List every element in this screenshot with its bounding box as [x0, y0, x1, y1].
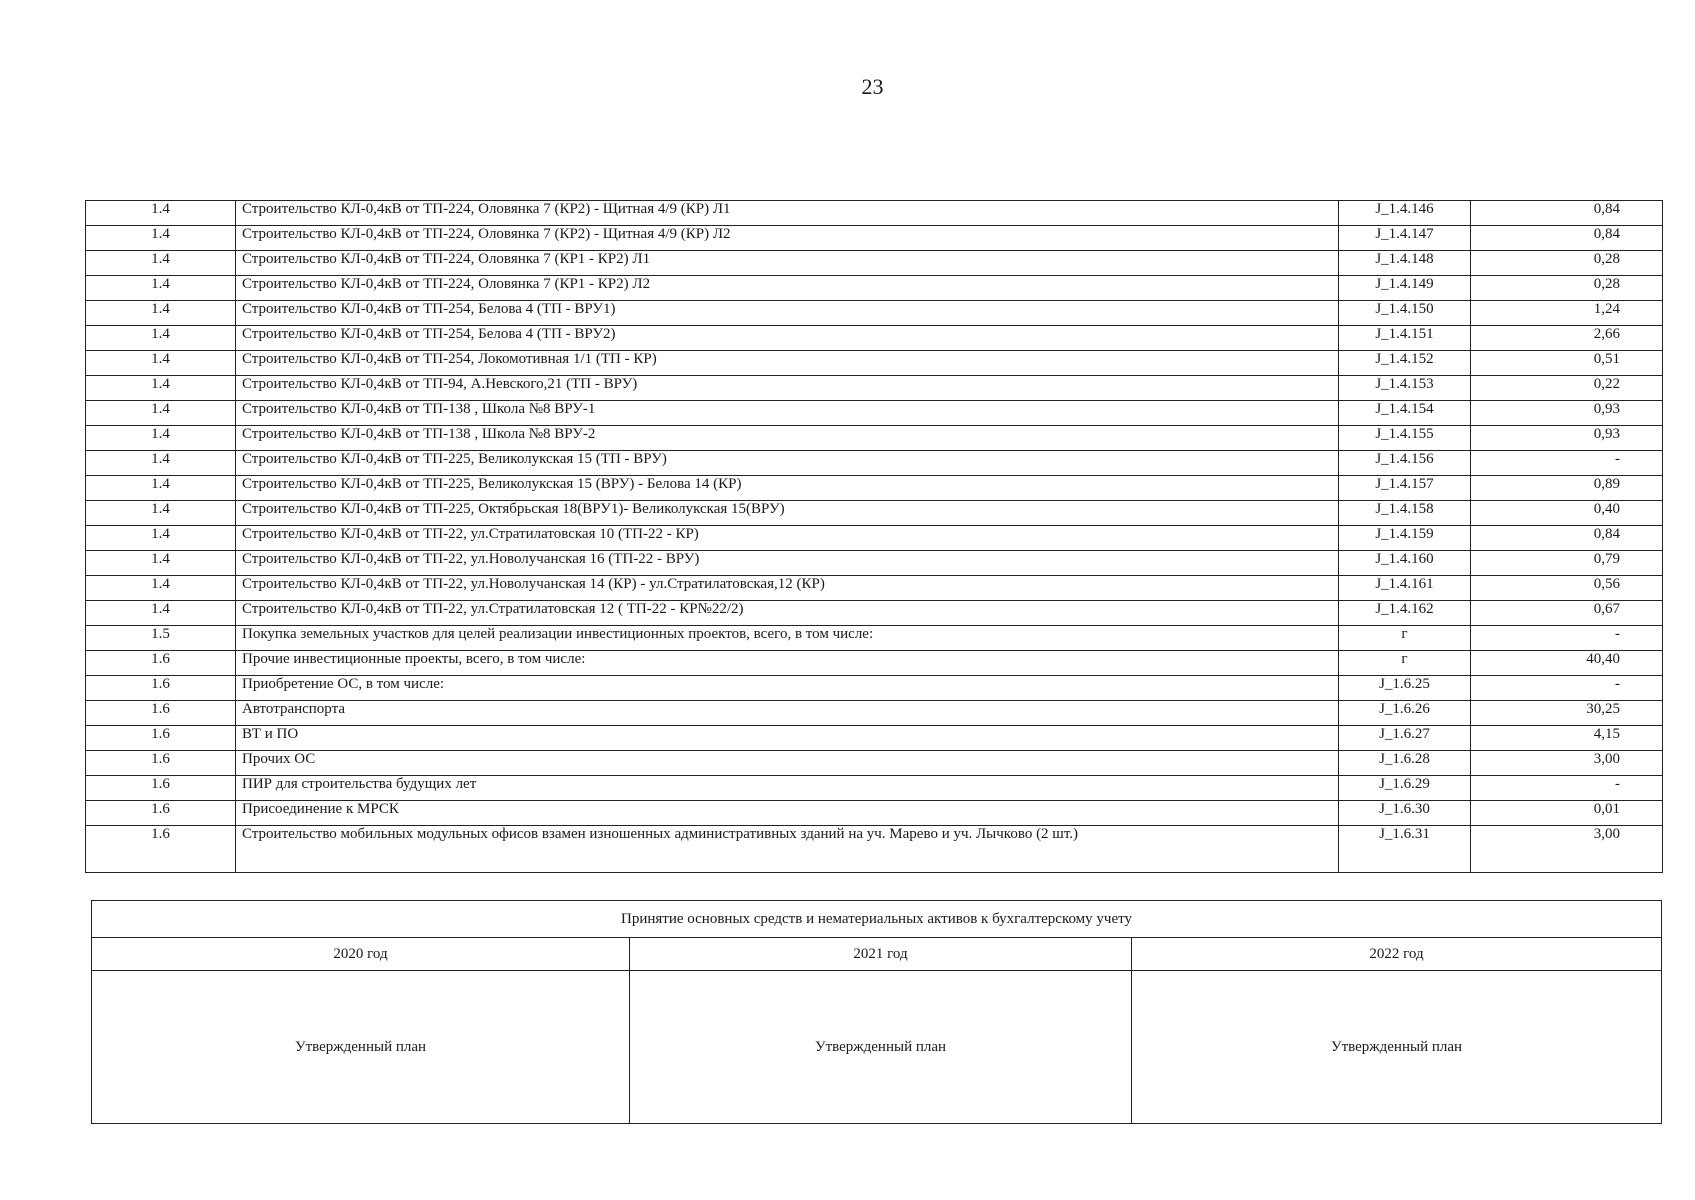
value-cell: 3,00 [1471, 751, 1663, 776]
section-cell: 1.4 [86, 201, 236, 226]
investment-projects-body [86, 201, 1663, 873]
value-cell: 0,84 [1471, 226, 1663, 251]
table-row [86, 651, 1663, 676]
name-cell: Строительство КЛ-0,4кВ от ТП-225, Великолукская 15 (ВРУ) - Белова 14 (КР) [236, 476, 1339, 501]
value-cell: 2,66 [1471, 326, 1663, 351]
name-cell: Строительство КЛ-0,4кВ от ТП-22, ул.Стратилатовская 10 (ТП-22 - КР) [236, 526, 1339, 551]
summary-title-row [92, 901, 1662, 938]
section-cell: 1.4 [86, 376, 236, 401]
table-row [86, 751, 1663, 776]
summary-plans-row [92, 971, 1662, 1124]
section-cell: 1.6 [86, 701, 236, 726]
value-cell: 40,40 [1471, 651, 1663, 676]
name-cell: ПИР для строительства будущих лет [236, 776, 1339, 801]
plan-2020: Утвержденный план [92, 971, 630, 1124]
table-row [86, 826, 1663, 873]
section-cell: 1.4 [86, 501, 236, 526]
table-row [86, 776, 1663, 801]
value-cell: 3,00 [1471, 826, 1663, 873]
value-cell: 0,89 [1471, 476, 1663, 501]
value-cell: 0,22 [1471, 376, 1663, 401]
value-cell: 0,93 [1471, 426, 1663, 451]
year-2022: 2022 год [1132, 938, 1662, 971]
investment-projects-table [85, 200, 1663, 873]
name-cell: Строительство КЛ-0,4кВ от ТП-254, Белова 4 (ТП - ВРУ1) [236, 301, 1339, 326]
value-cell: - [1471, 451, 1663, 476]
summary-title: Принятие основных средств и нематериальных активов к бухгалтерскому учету [92, 901, 1662, 938]
code-cell: J_1.4.150 [1339, 301, 1471, 326]
plan-2022: Утвержденный план [1132, 971, 1662, 1124]
code-cell: г [1339, 626, 1471, 651]
value-cell: - [1471, 626, 1663, 651]
section-cell: 1.6 [86, 676, 236, 701]
summary-years-row [92, 938, 1662, 971]
value-cell: 0,28 [1471, 276, 1663, 301]
code-cell: J_1.4.153 [1339, 376, 1471, 401]
code-cell: J_1.4.157 [1339, 476, 1471, 501]
name-cell: Строительство КЛ-0,4кВ от ТП-254, Белова 4 (ТП - ВРУ2) [236, 326, 1339, 351]
value-cell: 0,79 [1471, 551, 1663, 576]
table-row [86, 726, 1663, 751]
table-row [86, 276, 1663, 301]
code-cell: J_1.4.159 [1339, 526, 1471, 551]
code-cell: J_1.6.30 [1339, 801, 1471, 826]
table-row [86, 351, 1663, 376]
name-cell: Прочих ОС [236, 751, 1339, 776]
section-cell: 1.4 [86, 351, 236, 376]
table-row [86, 476, 1663, 501]
code-cell: J_1.6.27 [1339, 726, 1471, 751]
table-row [86, 701, 1663, 726]
section-cell: 1.4 [86, 276, 236, 301]
table-row [86, 501, 1663, 526]
name-cell: Строительство КЛ-0,4кВ от ТП-225, Великолукская 15 (ТП - ВРУ) [236, 451, 1339, 476]
name-cell: Строительство мобильных модульных офисов взамен изношенных административных зданий на уч. Марево и уч. Лычково (2 шт.) [236, 826, 1339, 873]
value-cell: 0,51 [1471, 351, 1663, 376]
name-cell: Автотранспорта [236, 701, 1339, 726]
section-cell: 1.6 [86, 826, 236, 873]
section-cell: 1.4 [86, 301, 236, 326]
code-cell: J_1.6.25 [1339, 676, 1471, 701]
name-cell: Строительство КЛ-0,4кВ от ТП-94, А.Невского,21 (ТП - ВРУ) [236, 376, 1339, 401]
code-cell: J_1.4.154 [1339, 401, 1471, 426]
name-cell: Строительство КЛ-0,4кВ от ТП-22, ул.Новолучанская 14 (КР) - ул.Стратилатовская,12 (КР) [236, 576, 1339, 601]
value-cell: 0,01 [1471, 801, 1663, 826]
code-cell: J_1.4.147 [1339, 226, 1471, 251]
value-cell: 0,28 [1471, 251, 1663, 276]
name-cell: Строительство КЛ-0,4кВ от ТП-224, Оловянка 7 (КР2) - Щитная 4/9 (КР) Л2 [236, 226, 1339, 251]
value-cell: - [1471, 676, 1663, 701]
section-cell: 1.4 [86, 226, 236, 251]
table-row [86, 551, 1663, 576]
section-cell: 1.6 [86, 751, 236, 776]
table-row [86, 326, 1663, 351]
name-cell: Строительство КЛ-0,4кВ от ТП-22, ул.Новолучанская 16 (ТП-22 - ВРУ) [236, 551, 1339, 576]
table-row [86, 451, 1663, 476]
table-row [86, 601, 1663, 626]
table-row [86, 626, 1663, 651]
section-cell: 1.4 [86, 576, 236, 601]
code-cell: J_1.4.156 [1339, 451, 1471, 476]
table-row [86, 301, 1663, 326]
name-cell: Строительство КЛ-0,4кВ от ТП-254, Локомотивная 1/1 (ТП - КР) [236, 351, 1339, 376]
value-cell: - [1471, 776, 1663, 801]
table-row [86, 576, 1663, 601]
code-cell: J_1.4.162 [1339, 601, 1471, 626]
table-row [86, 201, 1663, 226]
page-number: 23 [861, 74, 884, 99]
table-row [86, 401, 1663, 426]
name-cell: ВТ и ПО [236, 726, 1339, 751]
table-row [86, 226, 1663, 251]
code-cell: J_1.6.28 [1339, 751, 1471, 776]
code-cell: J_1.4.158 [1339, 501, 1471, 526]
value-cell: 1,24 [1471, 301, 1663, 326]
value-cell: 0,84 [1471, 526, 1663, 551]
name-cell: Строительство КЛ-0,4кВ от ТП-224, Оловянка 7 (КР1 - КР2) Л1 [236, 251, 1339, 276]
section-cell: 1.6 [86, 726, 236, 751]
section-cell: 1.4 [86, 526, 236, 551]
table-row [86, 251, 1663, 276]
code-cell: J_1.4.152 [1339, 351, 1471, 376]
section-cell: 1.4 [86, 426, 236, 451]
code-cell: J_1.6.26 [1339, 701, 1471, 726]
code-cell: J_1.6.31 [1339, 826, 1471, 873]
section-cell: 1.4 [86, 601, 236, 626]
table-row [86, 376, 1663, 401]
year-2020: 2020 год [92, 938, 630, 971]
name-cell: Прочие инвестиционные проекты, всего, в том числе: [236, 651, 1339, 676]
name-cell: Строительство КЛ-0,4кВ от ТП-224, Оловянка 7 (КР1 - КР2) Л2 [236, 276, 1339, 301]
table-row [86, 426, 1663, 451]
code-cell: J_1.4.148 [1339, 251, 1471, 276]
code-cell: J_1.4.146 [1339, 201, 1471, 226]
year-2021: 2021 год [630, 938, 1132, 971]
value-cell: 0,67 [1471, 601, 1663, 626]
section-cell: 1.4 [86, 401, 236, 426]
code-cell: J_1.4.151 [1339, 326, 1471, 351]
asset-acceptance-table [91, 900, 1662, 1124]
name-cell: Строительство КЛ-0,4кВ от ТП-138 , Школа №8 ВРУ-2 [236, 426, 1339, 451]
name-cell: Строительство КЛ-0,4кВ от ТП-138 , Школа №8 ВРУ-1 [236, 401, 1339, 426]
name-cell: Строительство КЛ-0,4кВ от ТП-224, Оловянка 7 (КР2) - Щитная 4/9 (КР) Л1 [236, 201, 1339, 226]
code-cell: J_1.4.149 [1339, 276, 1471, 301]
section-cell: 1.4 [86, 476, 236, 501]
code-cell: J_1.4.161 [1339, 576, 1471, 601]
section-cell: 1.6 [86, 651, 236, 676]
value-cell: 0,56 [1471, 576, 1663, 601]
table-row [86, 526, 1663, 551]
section-cell: 1.5 [86, 626, 236, 651]
table-row [86, 801, 1663, 826]
code-cell: J_1.4.160 [1339, 551, 1471, 576]
section-cell: 1.6 [86, 776, 236, 801]
name-cell: Приобретение ОС, в том числе: [236, 676, 1339, 701]
code-cell: г [1339, 651, 1471, 676]
value-cell: 30,25 [1471, 701, 1663, 726]
name-cell: Покупка земельных участков для целей реализации инвестиционных проектов, всего, в том числе: [236, 626, 1339, 651]
name-cell: Строительство КЛ-0,4кВ от ТП-225, Октябрьская 18(ВРУ1)- Великолукская 15(ВРУ) [236, 501, 1339, 526]
section-cell: 1.4 [86, 326, 236, 351]
code-cell: J_1.4.155 [1339, 426, 1471, 451]
value-cell: 0,93 [1471, 401, 1663, 426]
section-cell: 1.4 [86, 451, 236, 476]
section-cell: 1.4 [86, 251, 236, 276]
name-cell: Строительство КЛ-0,4кВ от ТП-22, ул.Стратилатовская 12 ( ТП-22 - КР№22/2) [236, 601, 1339, 626]
value-cell: 0,84 [1471, 201, 1663, 226]
section-cell: 1.6 [86, 801, 236, 826]
value-cell: 4,15 [1471, 726, 1663, 751]
section-cell: 1.4 [86, 551, 236, 576]
value-cell: 0,40 [1471, 501, 1663, 526]
table-row [86, 676, 1663, 701]
name-cell: Присоединение к МРСК [236, 801, 1339, 826]
plan-2021: Утвержденный план [630, 971, 1132, 1124]
code-cell: J_1.6.29 [1339, 776, 1471, 801]
